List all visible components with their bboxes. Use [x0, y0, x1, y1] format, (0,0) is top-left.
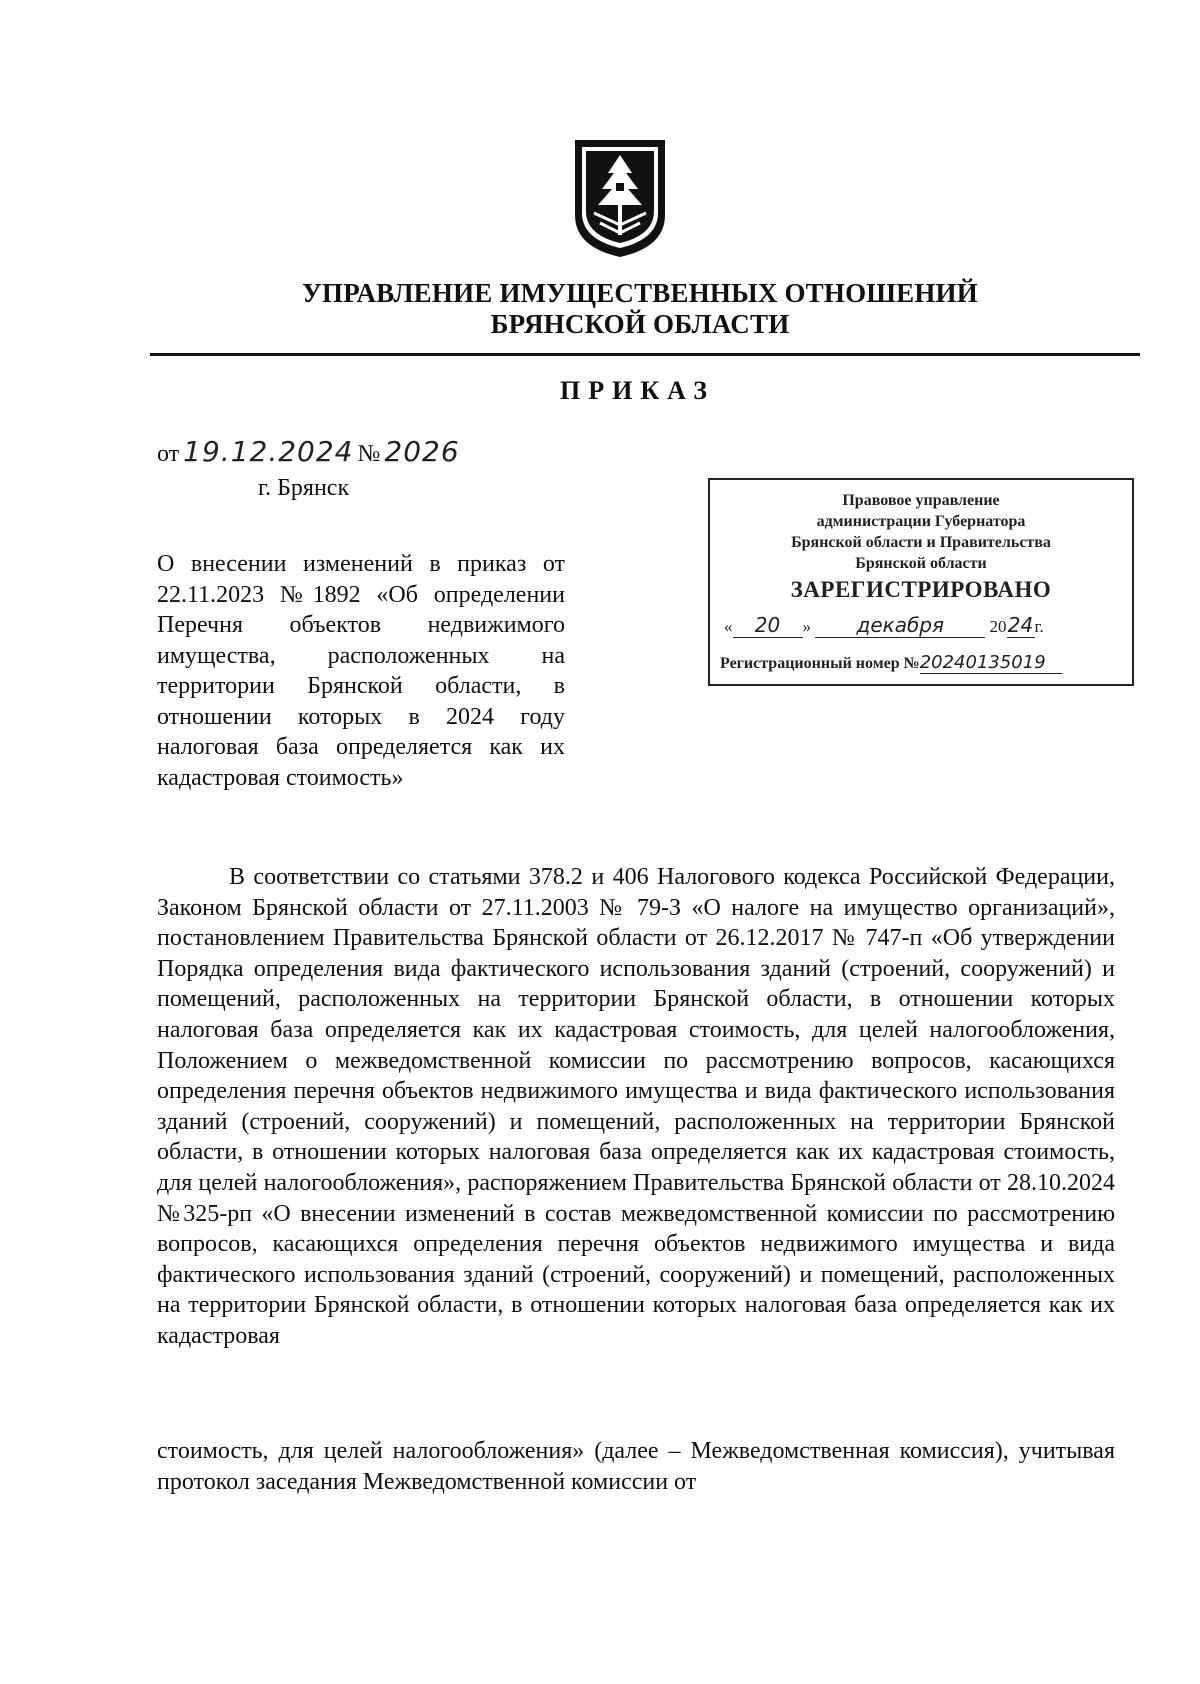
- header-divider: [150, 353, 1140, 356]
- handwritten-date: 19.12.2024: [183, 435, 354, 468]
- number-label: №: [357, 441, 381, 467]
- org-name-line2: БРЯНСКОЙ ОБЛАСТИ: [490, 309, 790, 339]
- stamp-reg-label: Регистрационный номер №: [720, 655, 920, 672]
- date-number-line: [157, 435, 460, 468]
- stamp-quote-open: «: [724, 617, 733, 636]
- body-paragraph: В соответствии со статьями 378.2 и 406 Налогового кодекса Российской Федерации, Законом Брянской области от 27.11.2003 № 79-З «О налоге на имущество организаций», постановлением Правительства Брянской области от 26.12.2017 № 747-п «Об утверждении Порядка определения вида фактического использования зданий (строений, сооружений) и помещений, расположенных на территории Брянской области, в отношении которых налоговая база определяется как их кадастровая стоимость, для целей налогообложения, Положением о межведомственной комиссии по рассмотрению вопросов, касающихся определения перечня объектов недвижимого имущества и вида фактического использования зданий (строений, сооружений) и помещений, расположенных на территории Брянской области, в отношении которых налоговая база определяется как их кадастровая стоимость, для целей налогообложения», распоряжением Правительства Брянской области от 28.10.2024 №325-рп «О внесении изменений в состав межведомственной комиссии по рассмотрению вопросов, касающихся определения перечня объектов недвижимого имущества и вида фактического использования зданий (строений, сооружений) и помещений, расположенных на территории Брянской области, в отношении которых налоговая база определяется как их кадастровая: [157, 864, 1115, 1349]
- stamp-quote-close: »: [802, 617, 811, 636]
- stamp-day: 20: [733, 613, 803, 638]
- org-name-line1: УПРАВЛЕНИЕ ИМУЩЕСТВЕННЫХ ОТНОШЕНИЙ: [302, 278, 978, 308]
- document-title: ПРИКАЗ: [560, 376, 716, 405]
- stamp-reg-number: 20240135019: [920, 652, 1062, 674]
- stamp-line2: администрации Губернатора: [816, 513, 1026, 530]
- stamp-line3: Брянской области и Правительства: [791, 534, 1051, 551]
- stamp-line4: Брянской области: [855, 555, 987, 572]
- registration-stamp: [708, 478, 1134, 686]
- stamp-year-prefix: 20: [989, 617, 1007, 636]
- order-subject: О внесении изменений в приказ от 22.11.2023 №1892 «Об определении Перечня объектов недвижимого имущества, расположенных на территории Брянской области, в отношении которых в 2024 году налоговая база определяется как их кадастровая стоимость»: [157, 551, 565, 791]
- bryansk-coat-of-arms-icon: [570, 135, 670, 260]
- handwritten-number: 2026: [384, 435, 460, 468]
- stamp-year-end: г.: [1034, 617, 1044, 636]
- stamp-line1: Правовое управление: [842, 492, 1000, 509]
- date-prefix: от: [157, 441, 180, 467]
- body-continuation: стоимость, для целей налогообложения» (далее – Межведомственная комиссия), учитывая протокол заседания Межведомственной комиссии от: [157, 1438, 1115, 1495]
- stamp-year-suffix: 24: [1007, 613, 1034, 637]
- stamp-date-line: [724, 613, 1122, 638]
- stamp-month: декабря: [815, 613, 985, 638]
- stamp-registered: ЗАРЕГИСТРИРОВАНО: [790, 577, 1052, 602]
- city: г. Брянск: [258, 475, 350, 501]
- stamp-number-line: [720, 652, 1126, 674]
